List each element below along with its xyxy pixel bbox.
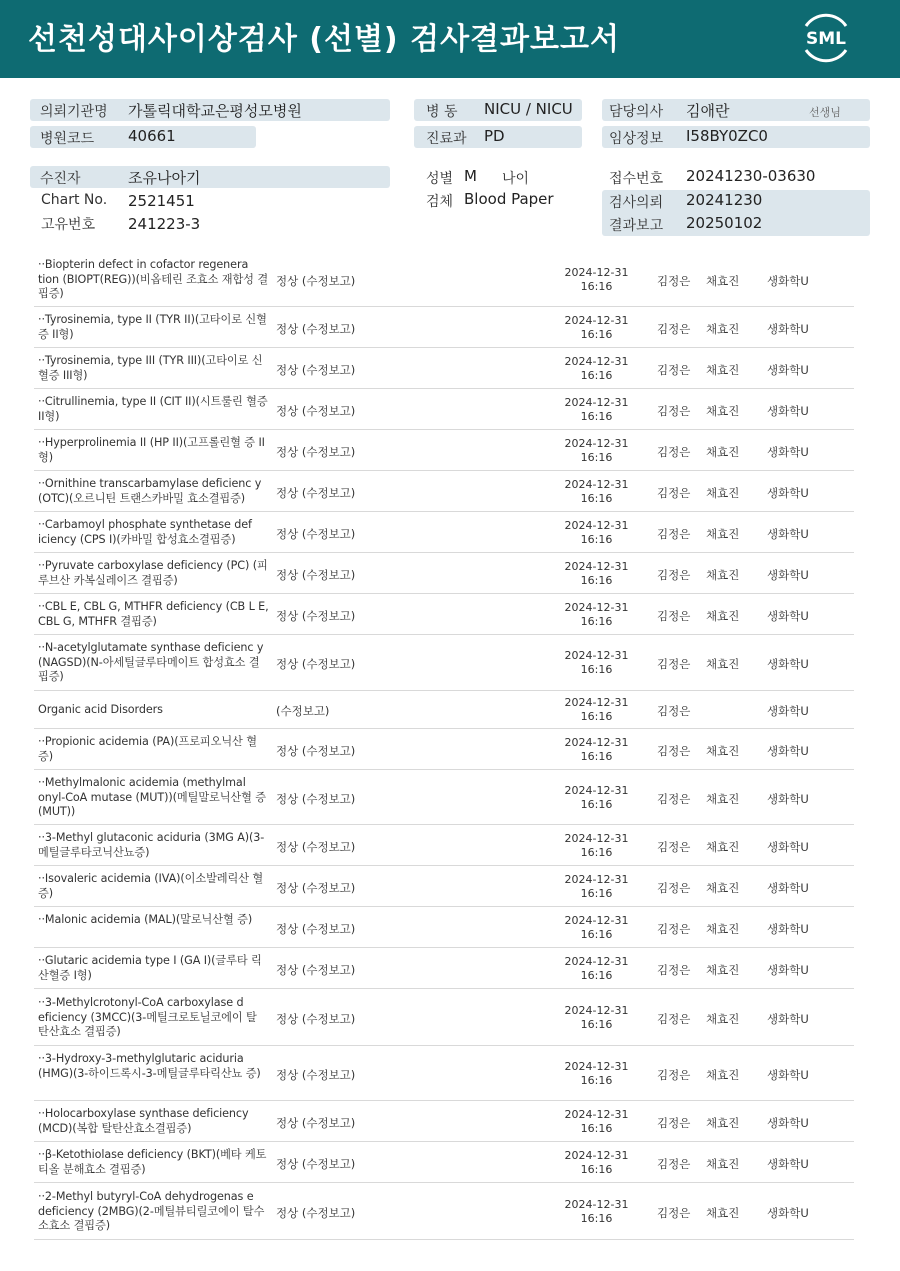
result-time: 16:16 — [580, 451, 613, 464]
result-date: 2024-12-31 — [564, 1149, 629, 1162]
logo-text: SML — [806, 29, 846, 49]
result-time: 16:16 — [580, 1018, 613, 1031]
result-date: 2024-12-31 — [564, 560, 629, 573]
result-date: 2024-12-31 — [564, 437, 629, 450]
test-name: ··Propionic acidemia (PA)(프로피오닉산 혈증) — [38, 735, 257, 763]
result-date: 2024-12-31 — [564, 601, 629, 614]
tester-name: 김정은 — [657, 1068, 691, 1082]
result-time: 16:16 — [580, 750, 613, 763]
doctor-value: 김애란 — [686, 102, 730, 120]
tester-name: 김정은 — [657, 792, 691, 806]
tester-name: 김정은 — [657, 744, 691, 758]
department: 생화학U — [767, 1157, 809, 1171]
reviewer-name: 채효진 — [706, 922, 740, 936]
result-date: 2024-12-31 — [564, 1060, 629, 1073]
table-row — [34, 1101, 854, 1142]
test-result: 정상 (수정보고) — [276, 322, 356, 336]
dept-label: 진료과 — [426, 131, 467, 147]
test-result: 정상 (수정보고) — [276, 881, 356, 895]
result-datetime — [554, 478, 639, 506]
sex-label: 성별 — [426, 171, 454, 187]
test-result: 정상 (수정보고) — [276, 1012, 356, 1026]
result-datetime — [554, 649, 639, 677]
department: 생화학U — [767, 322, 809, 336]
test-result: 정상 (수정보고) — [276, 963, 356, 977]
table-row — [34, 430, 854, 471]
result-datetime — [554, 266, 639, 294]
test-result: 정상 (수정보고) — [276, 1116, 356, 1130]
table-row — [34, 1046, 854, 1101]
reviewer-name: 채효진 — [706, 792, 740, 806]
report-title: 선천성대사이상검사 (선별) 검사결과보고서 — [28, 22, 620, 57]
result-time: 16:16 — [580, 1074, 613, 1087]
department: 생화학U — [767, 1206, 809, 1220]
specimen-value: Blood Paper — [464, 190, 554, 208]
table-row — [34, 471, 854, 512]
test-result: 정상 (수정보고) — [276, 527, 356, 541]
test-name: ··β-Ketothiolase deficiency (BKT)(베타 케토티올 분해효소 결핍증) — [38, 1148, 267, 1176]
result-date: 2024-12-31 — [564, 478, 629, 491]
result-time: 16:16 — [580, 328, 613, 341]
institution-label: 의뢰기관명 — [40, 104, 108, 120]
department: 생화학U — [767, 486, 809, 500]
tester-name: 김정은 — [657, 840, 691, 854]
age-label: 나이 — [502, 171, 530, 187]
table-row — [34, 553, 854, 594]
department: 생화학U — [767, 963, 809, 977]
result-time: 16:16 — [580, 615, 613, 628]
result-time: 16:16 — [580, 533, 613, 546]
department: 생화학U — [767, 363, 809, 377]
department: 생화학U — [767, 527, 809, 541]
hospital-code-label: 병원코드 — [40, 131, 95, 147]
tester-name: 김정은 — [657, 486, 691, 500]
result-datetime — [554, 955, 639, 983]
result-date: 2024-12-31 — [564, 1108, 629, 1121]
unique-no-label: 고유번호 — [41, 217, 96, 233]
test-name: ··Tyrosinemia, type III (TYR III)(고타이로 신혈증 III형) — [38, 354, 263, 382]
result-time: 16:16 — [580, 798, 613, 811]
tester-name: 김정은 — [657, 274, 691, 288]
tester-name: 김정은 — [657, 363, 691, 377]
unique-no-value: 241223-3 — [128, 215, 201, 233]
reviewer-name: 채효진 — [706, 963, 740, 977]
test-result: 정상 (수정보고) — [276, 840, 356, 854]
test-result: 정상 (수정보고) — [276, 274, 356, 288]
department: 생화학U — [767, 568, 809, 582]
test-result: (수정보고) — [276, 704, 330, 718]
test-name: ··Ornithine transcarbamylase deficienc y (OTC)(오르니틴 트랜스카바밀 효소결핍증) — [38, 477, 262, 505]
sex-value: M — [464, 167, 477, 185]
tester-name: 김정은 — [657, 445, 691, 459]
result-datetime — [554, 1004, 639, 1032]
department: 생화학U — [767, 657, 809, 671]
test-name: ··3-Hydroxy-3-methylglutaric aciduria (HMG)(3-하이드록시-3-메틸글루타릭산뇨 증) — [38, 1052, 261, 1080]
tester-name: 김정은 — [657, 527, 691, 541]
clinical-value: I58BY0ZC0 — [686, 127, 768, 145]
ward-value: NICU / NICU — [484, 100, 573, 118]
table-row — [34, 948, 854, 989]
test-name: ··Malonic acidemia (MAL)(말로닉산혈 증) — [38, 913, 253, 926]
institution-value: 가톨릭대학교은평성모병원 — [128, 102, 302, 120]
patient-bar — [30, 166, 390, 188]
result-datetime — [554, 1108, 639, 1136]
result-time: 16:16 — [580, 969, 613, 982]
table-row — [34, 907, 854, 948]
department: 생화학U — [767, 840, 809, 854]
result-time: 16:16 — [580, 1122, 613, 1135]
test-name: ··3-Methyl glutaconic aciduria (3MG A)(3-메틸글루타코닉산뇨증) — [38, 831, 265, 859]
test-name: ··Pyruvate carboxylase deficiency (PC) (피루브산 카복실레이즈 결핍증) — [38, 559, 268, 587]
tester-name: 김정은 — [657, 404, 691, 418]
result-date: 2024-12-31 — [564, 1198, 629, 1211]
department: 생화학U — [767, 1068, 809, 1082]
test-result: 정상 (수정보고) — [276, 657, 356, 671]
result-time: 16:16 — [580, 1212, 613, 1225]
table-row — [34, 512, 854, 553]
result-time: 16:16 — [580, 1163, 613, 1176]
test-name: ··Holocarboxylase synthase deficiency (MCD)(복합 탈탄산효소결핍증) — [38, 1107, 249, 1135]
result-time: 16:16 — [580, 280, 613, 293]
reviewer-name: 채효진 — [706, 657, 740, 671]
result-datetime — [554, 784, 639, 812]
reviewer-name: 채효진 — [706, 445, 740, 459]
test-result: 정상 (수정보고) — [276, 1206, 356, 1220]
test-name: ··Glutaric acidemia type I (GA I)(글루타 릭산혈증 I형) — [38, 954, 262, 982]
doctor-suffix: 선생님 — [809, 106, 841, 119]
test-name: ··N-acetylglutamate synthase deficienc y (NAGSD)(N-아세틸글루타메이트 합성효소 결핍증) — [38, 641, 264, 683]
tester-name: 김정은 — [657, 963, 691, 977]
test-result: 정상 (수정보고) — [276, 486, 356, 500]
reviewer-name: 채효진 — [706, 322, 740, 336]
test-result: 정상 (수정보고) — [276, 1068, 356, 1082]
reviewer-name: 채효진 — [706, 881, 740, 895]
reviewer-name: 채효진 — [706, 486, 740, 500]
reviewer-name: 채효진 — [706, 1012, 740, 1026]
report-date-value: 20250102 — [686, 214, 763, 232]
result-datetime — [554, 519, 639, 547]
tester-name: 김정은 — [657, 704, 691, 718]
result-date: 2024-12-31 — [564, 873, 629, 886]
result-datetime — [554, 873, 639, 901]
department: 생화학U — [767, 744, 809, 758]
clinical-label: 임상정보 — [609, 131, 664, 147]
specimen-label: 검체 — [426, 194, 454, 210]
report-header — [0, 0, 900, 78]
patient-label: 수진자 — [40, 171, 81, 187]
report-date-label: 결과보고 — [609, 218, 664, 234]
result-time: 16:16 — [580, 369, 613, 382]
table-row — [34, 594, 854, 635]
table-row — [34, 1183, 854, 1240]
chart-no-value: 2521451 — [128, 192, 195, 210]
reviewer-name: 채효진 — [706, 1157, 740, 1171]
sml-logo — [796, 10, 856, 66]
test-name: ··Methylmalonic acidemia (methylmal onyl-CoA mutase (MUT))(메틸말로닉산혈 증 (MUT)) — [38, 776, 267, 818]
result-time: 16:16 — [580, 574, 613, 587]
dept-value: PD — [484, 127, 505, 145]
test-name: ··Citrullinemia, type II (CIT II)(시트룰린 혈증 II형) — [38, 395, 268, 423]
reviewer-name: 채효진 — [706, 1116, 740, 1130]
doctor-label: 담당의사 — [609, 104, 664, 120]
result-time: 16:16 — [580, 887, 613, 900]
tester-name: 김정은 — [657, 1206, 691, 1220]
reviewer-name: 채효진 — [706, 609, 740, 623]
result-date: 2024-12-31 — [564, 649, 629, 662]
reviewer-name: 채효진 — [706, 840, 740, 854]
result-date: 2024-12-31 — [564, 696, 629, 709]
result-datetime — [554, 437, 639, 465]
department: 생화학U — [767, 404, 809, 418]
tester-name: 김정은 — [657, 1157, 691, 1171]
table-row — [34, 1142, 854, 1183]
test-result: 정상 (수정보고) — [276, 445, 356, 459]
receipt-value: 20241230-03630 — [686, 167, 816, 185]
test-name: ··Isovaleric acidemia (IVA)(이소발레릭산 혈증) — [38, 872, 264, 900]
test-result: 정상 (수정보고) — [276, 1157, 356, 1171]
result-date: 2024-12-31 — [564, 1004, 629, 1017]
department: 생화학U — [767, 704, 809, 718]
result-datetime — [554, 314, 639, 342]
result-date: 2024-12-31 — [564, 314, 629, 327]
result-date: 2024-12-31 — [564, 519, 629, 532]
result-date: 2024-12-31 — [564, 832, 629, 845]
test-result: 정상 (수정보고) — [276, 922, 356, 936]
table-row — [34, 307, 854, 348]
tester-name: 김정은 — [657, 609, 691, 623]
department: 생화학U — [767, 881, 809, 895]
test-result: 정상 (수정보고) — [276, 744, 356, 758]
tester-name: 김정은 — [657, 1012, 691, 1026]
test-name: ··2-Methyl butyryl-CoA dehydrogenas e deficiency (2MBG)(2-메틸뷰티릴코에이 탈수소효소 결핍증) — [38, 1190, 265, 1232]
test-name: ··Hyperprolinemia II (HP II)(고프롤린혈 증 II형) — [38, 436, 265, 464]
result-datetime — [554, 914, 639, 942]
result-datetime — [554, 396, 639, 424]
table-row — [34, 389, 854, 430]
reviewer-name: 채효진 — [706, 744, 740, 758]
result-time: 16:16 — [580, 492, 613, 505]
table-row — [34, 252, 854, 307]
tester-name: 김정은 — [657, 657, 691, 671]
reviewer-name: 채효진 — [706, 404, 740, 418]
table-row — [34, 989, 854, 1046]
table-row — [34, 348, 854, 389]
department: 생화학U — [767, 922, 809, 936]
result-datetime — [554, 355, 639, 383]
reviewer-name: 채효진 — [706, 1068, 740, 1082]
test-name: ··Biopterin defect in cofactor regenera tion (BIOPT(REG))(비옵테린 조효소 재합성 결핍증) — [38, 258, 269, 300]
department: 생화학U — [767, 445, 809, 459]
request-date-value: 20241230 — [686, 191, 763, 209]
result-time: 16:16 — [580, 846, 613, 859]
result-datetime — [554, 736, 639, 764]
result-time: 16:16 — [580, 928, 613, 941]
result-datetime — [554, 696, 639, 724]
receipt-label: 접수번호 — [609, 171, 664, 187]
result-date: 2024-12-31 — [564, 955, 629, 968]
test-result: 정상 (수정보고) — [276, 363, 356, 377]
department: 생화학U — [767, 1012, 809, 1026]
test-result: 정상 (수정보고) — [276, 609, 356, 623]
result-time: 16:16 — [580, 663, 613, 676]
table-row — [34, 635, 854, 691]
ward-label: 병 동 — [426, 104, 458, 120]
test-name: Organic acid Disorders — [38, 703, 163, 716]
department: 생화학U — [767, 274, 809, 288]
result-datetime — [554, 832, 639, 860]
result-date: 2024-12-31 — [564, 396, 629, 409]
tester-name: 김정은 — [657, 1116, 691, 1130]
result-date: 2024-12-31 — [564, 355, 629, 368]
hospital-code-value: 40661 — [128, 127, 176, 145]
test-name: ··Tyrosinemia, type II (TYR II)(고타이로 신혈증 II형) — [38, 313, 267, 341]
department: 생화학U — [767, 792, 809, 806]
result-date: 2024-12-31 — [564, 736, 629, 749]
test-result: 정상 (수정보고) — [276, 568, 356, 582]
result-datetime — [554, 601, 639, 629]
tester-name: 김정은 — [657, 881, 691, 895]
result-time: 16:16 — [580, 410, 613, 423]
result-time: 16:16 — [580, 710, 613, 723]
table-row — [34, 729, 854, 770]
table-row — [34, 691, 854, 729]
tester-name: 김정은 — [657, 568, 691, 582]
table-row — [34, 825, 854, 866]
request-date-label: 검사의뢰 — [609, 195, 664, 211]
department: 생화학U — [767, 1116, 809, 1130]
test-name: ··3-Methylcrotonyl-CoA carboxylase d eficiency (3MCC)(3-메틸크로토닐코에이 탈 탄산효소 결핍증) — [38, 996, 257, 1038]
test-name: ··Carbamoyl phosphate synthetase def iciency (CPS I)(카바밀 합성효소결핍증) — [38, 518, 252, 546]
tester-name: 김정은 — [657, 322, 691, 336]
test-result: 정상 (수정보고) — [276, 792, 356, 806]
table-row — [34, 866, 854, 907]
result-date: 2024-12-31 — [564, 784, 629, 797]
department: 생화학U — [767, 609, 809, 623]
chart-no-label: Chart No. — [41, 192, 108, 208]
tester-name: 김정은 — [657, 922, 691, 936]
result-datetime — [554, 1198, 639, 1226]
test-name: ··CBL E, CBL G, MTHFR deficiency (CB L E, CBL G, MTHFR 결핍증) — [38, 600, 269, 628]
table-row — [34, 770, 854, 825]
test-result: 정상 (수정보고) — [276, 404, 356, 418]
reviewer-name: 채효진 — [706, 527, 740, 541]
result-datetime — [554, 560, 639, 588]
patient-value: 조유나아기 — [128, 169, 201, 187]
result-date: 2024-12-31 — [564, 266, 629, 279]
reviewer-name: 채효진 — [706, 274, 740, 288]
result-date: 2024-12-31 — [564, 914, 629, 927]
result-datetime — [554, 1149, 639, 1177]
reviewer-name: 채효진 — [706, 568, 740, 582]
reviewer-name: 채효진 — [706, 363, 740, 377]
reviewer-name: 채효진 — [706, 1206, 740, 1220]
result-datetime — [554, 1060, 639, 1088]
